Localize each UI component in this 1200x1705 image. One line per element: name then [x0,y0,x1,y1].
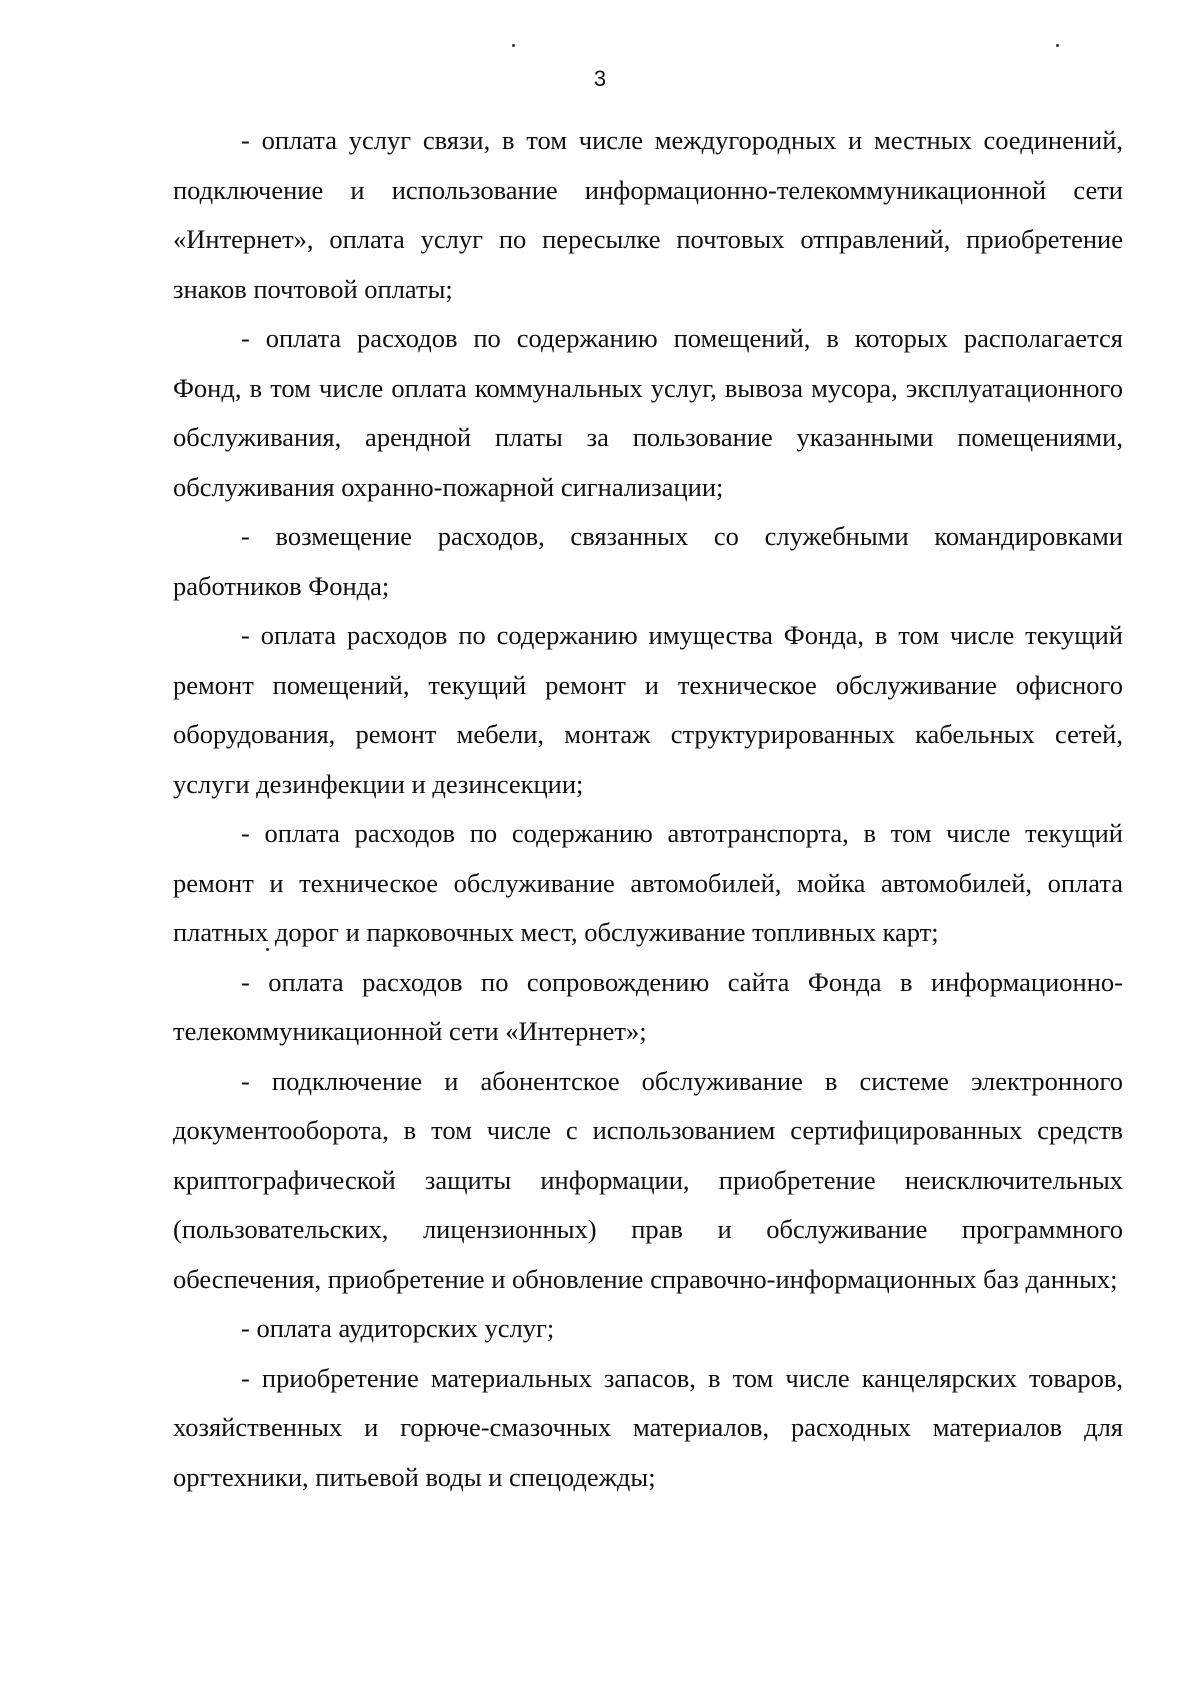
list-item-electronic-document-flow: - подключение и абонентское обслуживание в системе электронного документооборота, в том числе с использованием сертифицированных средств криптографической защиты информации, приобретение неисключительных (пользовательских, лицензионных) прав и обслуживание программного обеспечения, приобретение и обновление справочно-информационных баз данных; [173,1065,1123,1294]
list-item-premises-maintenance: - оплата расходов по содержанию помещений, в которых располагается Фонд, в том числе оплата коммунальных услуг, вывоза мусора, эксплуатационного обслуживания, арендной платы за пользование указанными помещениями, обслуживания охранно-пожарной сигнализации; [173,323,1123,502]
list-item-vehicle-maintenance: - оплата расходов по содержанию автотранспорта, в том числе текущий ремонт и техническое обслуживание автомобилей, мойка автомобилей, оплата платных дорог и парковочных мест, обслуживание топливных карт; [173,818,1123,947]
document-body [173,116,1123,1502]
list-item-audit-services: - оплата аудиторских услуг; [241,1313,555,1343]
list-item-website-support: - оплата расходов по сопровождению сайта Фонда в информационно-телекоммуникационной сети «Интернет»; [173,966,1123,1046]
list-item-material-supplies: - приобретение материальных запасов, в том числе канцелярских товаров, хозяйственных и горюче-смазочных материалов, расходных материалов для оргтехники, питьевой воды и спецодежды; [173,1362,1123,1492]
scan-speck [1056,44,1059,47]
list-item-property-maintenance: - оплата расходов по содержанию имущества Фонда, в том числе текущий ремонт помещений, текущий ремонт и техническое обслуживание офисного оборудования, ремонт мебели, монтаж структурированных кабельных сетей, услуги дезинфекции и дезинсекции; [173,620,1123,799]
list-item-business-trips: - возмещение расходов, связанных со служебными командировками работников Фонда; [173,521,1123,601]
page-number: 3 [593,66,607,91]
scan-speck [512,44,515,47]
list-item-communication-services: - оплата услуг связи, в том числе междугородных и местных соединений, подключение и использование информационно-телекоммуникационной сети «Интернет», оплата услуг по пересылке почтовых отправлений, приобретение знаков почтовой оплаты; [173,125,1123,304]
